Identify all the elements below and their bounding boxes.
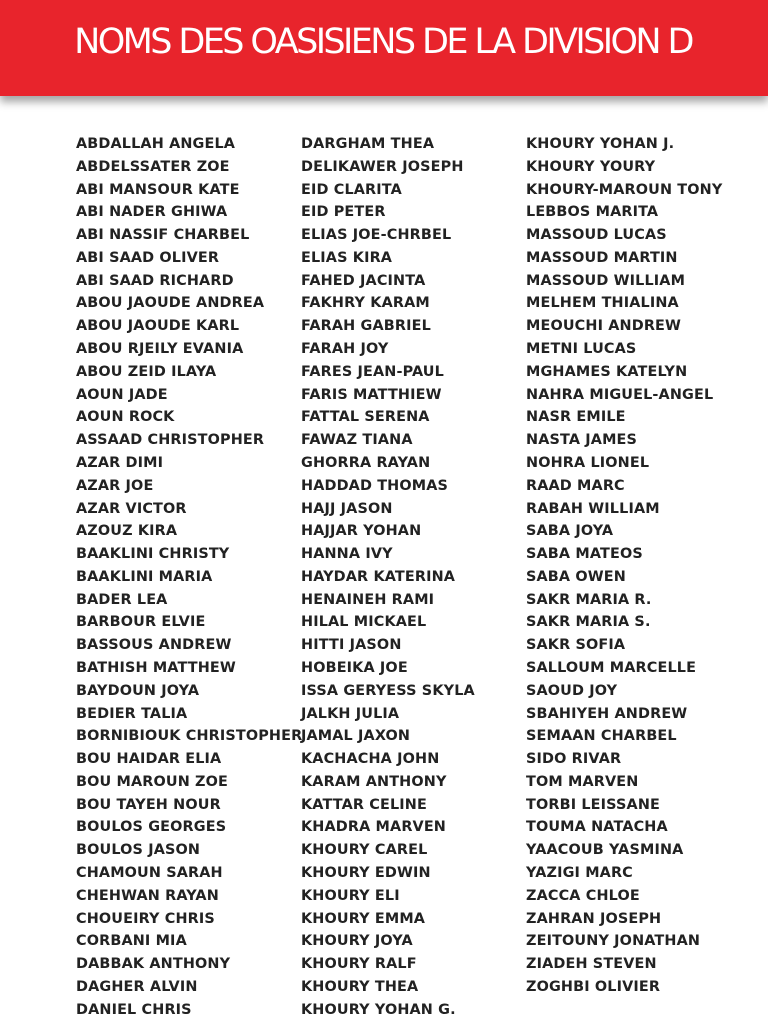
name-list-item: KHOURY YOHAN J. <box>526 136 675 152</box>
name-list-item: NASR EMILE <box>526 409 626 426</box>
name-list-item: AZAR DIMI <box>76 454 164 471</box>
name-list-item: KHOURY EMMA <box>301 910 426 927</box>
name-list-item: HADDAD THOMAS <box>301 477 449 494</box>
title-banner <box>0 0 768 96</box>
name-list-item: HENAINEH RAMI <box>301 591 435 608</box>
name-list-item: EID CLARITA <box>301 181 402 198</box>
name-list-item: SABA MATEOS <box>526 546 643 563</box>
name-list-item: AZOUZ KIRA <box>76 523 178 540</box>
name-list-item: ELIAS KIRA <box>301 249 393 266</box>
name-list-item: GHORRA RAYAN <box>301 454 431 471</box>
name-list-item: ISSA GERYESS SKYLA <box>301 682 475 699</box>
name-list-item: ABDALLAH ANGELA <box>76 136 236 152</box>
name-list-item: ABI NADER GHIWA <box>76 204 228 221</box>
name-list-item: BOULOS JASON <box>76 842 201 859</box>
name-list-item: CHOUEIRY CHRIS <box>76 910 215 927</box>
name-list-item: FARIS MATTHIEW <box>301 386 442 403</box>
name-list-item: BEDIER TALIA <box>76 705 188 722</box>
name-list-item: NAHRA MIGUEL-ANGEL <box>526 386 714 403</box>
name-list-item: SBAHIYEH ANDREW <box>526 705 688 722</box>
name-list-item: JALKH JULIA <box>301 705 400 722</box>
name-list-item: ABI NASSIF CHARBEL <box>76 227 250 244</box>
name-list-item: ABI MANSOUR KATE <box>76 181 240 198</box>
name-list-item: NASTA JAMES <box>526 432 638 449</box>
name-list-item: AOUN JADE <box>76 386 168 403</box>
name-list-item: KATTAR CELINE <box>301 796 427 813</box>
name-list-item: SABA OWEN <box>526 568 626 585</box>
name-list-item: CHEHWAN RAYAN <box>76 887 219 904</box>
name-list-item: ZOGHBI OLIVIER <box>526 978 661 995</box>
name-list-item: RABAH WILLIAM <box>526 500 660 517</box>
name-list-item: CORBANI MIA <box>76 933 187 950</box>
name-list-item: YAZIGI MARC <box>526 865 633 881</box>
name-list-item: KHOURY THEA <box>301 978 419 995</box>
name-list-item: SAKR SOFIA <box>526 637 626 654</box>
name-list-item: SAKR MARIA R. <box>526 591 652 608</box>
names-column-2 <box>301 133 475 1021</box>
name-list-item: ZEITOUNY JONATHAN <box>526 933 701 950</box>
name-list-item: KHOURY JOYA <box>301 933 413 950</box>
name-list-item: TOUMA NATACHA <box>526 819 668 836</box>
name-list-item: DABBAK ANTHONY <box>76 956 231 973</box>
name-list-item: AZAR VICTOR <box>76 500 187 517</box>
name-list-item: CHAMOUN SARAH <box>76 865 223 881</box>
name-list-item: FARAH JOY <box>301 341 389 358</box>
names-column-3 <box>526 133 722 999</box>
name-list-item: DAGHER ALVIN <box>76 978 198 995</box>
name-list-item: HOBEIKA JOE <box>301 659 408 676</box>
name-list-item: BAYDOUN JOYA <box>76 682 200 699</box>
name-list-item: LEBBOS MARITA <box>526 204 659 221</box>
name-list-item: BOULOS GEORGES <box>76 819 227 836</box>
name-list-item: HAJJ JASON <box>301 500 393 517</box>
name-list-item: BATHISH MATTHEW <box>76 659 236 676</box>
name-list-item: KACHACHA JOHN <box>301 751 440 768</box>
name-list-item: SIDO RIVAR <box>526 751 622 768</box>
name-list-item: BORNIBIOUK CHRISTOPHER <box>76 728 303 745</box>
name-list-item: ABOU JAOUDE ANDREA <box>76 295 265 312</box>
name-list-item: HILAL MICKAEL <box>301 614 427 631</box>
name-list-item: FARAH GABRIEL <box>301 318 431 335</box>
name-list-item: TORBI LEISSANE <box>526 796 661 813</box>
name-list-item: BOU HAIDAR ELIA <box>76 751 222 768</box>
name-list-item: RAAD MARC <box>526 477 625 494</box>
name-list-item: BOU TAYEH NOUR <box>76 796 221 813</box>
name-list-item: ABDELSSATER ZOE <box>76 158 230 175</box>
name-list-item: BASSOUS ANDREW <box>76 637 232 654</box>
name-list-item: HAJJAR YOHAN <box>301 523 422 540</box>
name-list-item: MELHEM THIALINA <box>526 295 679 312</box>
name-list-item: BADER LEA <box>76 591 168 608</box>
name-list-item: FAKHRY KARAM <box>301 295 430 312</box>
name-list-item: KHADRA MARVEN <box>301 819 447 836</box>
name-list-item: MASSOUD WILLIAM <box>526 272 686 289</box>
name-list-item: ASSAAD CHRISTOPHER <box>76 432 265 449</box>
name-list-item: SALLOUM MARCELLE <box>526 659 697 676</box>
name-list-item: KHOURY-MAROUN TONY <box>526 181 723 198</box>
name-list-item: ZIADEH STEVEN <box>526 956 657 973</box>
name-list-item: BOU MAROUN ZOE <box>76 773 229 790</box>
name-list-item: HAYDAR KATERINA <box>301 568 456 585</box>
name-list-item: YAACOUB YASMINA <box>526 842 684 859</box>
name-list-item: TOM MARVEN <box>526 773 639 790</box>
name-list-item: MASSOUD LUCAS <box>526 227 667 244</box>
name-list-item: DANIEL CHRIS <box>76 1001 192 1018</box>
name-list-item: ABOU RJEILY EVANIA <box>76 341 244 358</box>
name-list-item: SAOUD JOY <box>526 682 618 699</box>
name-list-item: KHOURY EDWIN <box>301 865 431 881</box>
name-list-item: MGHAMES KATELYN <box>526 363 688 380</box>
name-list-item: ABOU ZEID ILAYA <box>76 363 217 380</box>
name-list-item: KARAM ANTHONY <box>301 773 447 790</box>
name-list-item: FAHED JACINTA <box>301 272 426 289</box>
name-list-item: ABOU JAOUDE KARL <box>76 318 240 335</box>
name-list-item: KHOURY YOHAN G. <box>301 1001 456 1018</box>
name-list-item: NOHRA LIONEL <box>526 454 650 471</box>
name-list-item: MASSOUD MARTIN <box>526 249 678 266</box>
name-list-item: KHOURY YOURY <box>526 158 656 175</box>
name-list-item: BAAKLINI CHRISTY <box>76 546 230 563</box>
names-column-1 <box>76 133 302 1021</box>
name-list-item: HITTI JASON <box>301 637 402 654</box>
name-list-item: BAAKLINI MARIA <box>76 568 213 585</box>
name-list-item: JAMAL JAXON <box>301 728 411 745</box>
name-list-item: SAKR MARIA S. <box>526 614 651 631</box>
name-list-item: KHOURY CAREL <box>301 842 428 859</box>
page-title: NOMS DES OASISIENS DE LA DIVISION D <box>74 22 692 62</box>
name-list-item: AZAR JOE <box>76 477 154 494</box>
name-list-item: ELIAS JOE-CHRBEL <box>301 227 452 244</box>
name-list-item: ZAHRAN JOSEPH <box>526 910 662 927</box>
name-list-item: HANNA IVY <box>301 546 393 563</box>
name-list-item: MEOUCHI ANDREW <box>526 318 682 335</box>
name-list-item: ZACCA CHLOE <box>526 887 640 904</box>
name-list-item: ABI SAAD RICHARD <box>76 272 234 289</box>
name-list-item: FATTAL SERENA <box>301 409 430 426</box>
name-list-item: AOUN ROCK <box>76 409 175 426</box>
name-list-item: SABA JOYA <box>526 523 614 540</box>
name-list-item: METNI LUCAS <box>526 341 637 358</box>
name-list-item: KHOURY ELI <box>301 887 400 904</box>
name-list-item: BARBOUR ELVIE <box>76 614 206 631</box>
name-list-item: DELIKAWER JOSEPH <box>301 158 464 175</box>
name-list-item: FAWAZ TIANA <box>301 432 413 449</box>
name-list-item: ABI SAAD OLIVER <box>76 249 220 266</box>
name-list-item: DARGHAM THEA <box>301 136 435 152</box>
name-list-item: SEMAAN CHARBEL <box>526 728 677 745</box>
name-list-item: FARES JEAN-PAUL <box>301 363 444 380</box>
name-list-item: KHOURY RALF <box>301 956 417 973</box>
name-list-item: EID PETER <box>301 204 386 221</box>
